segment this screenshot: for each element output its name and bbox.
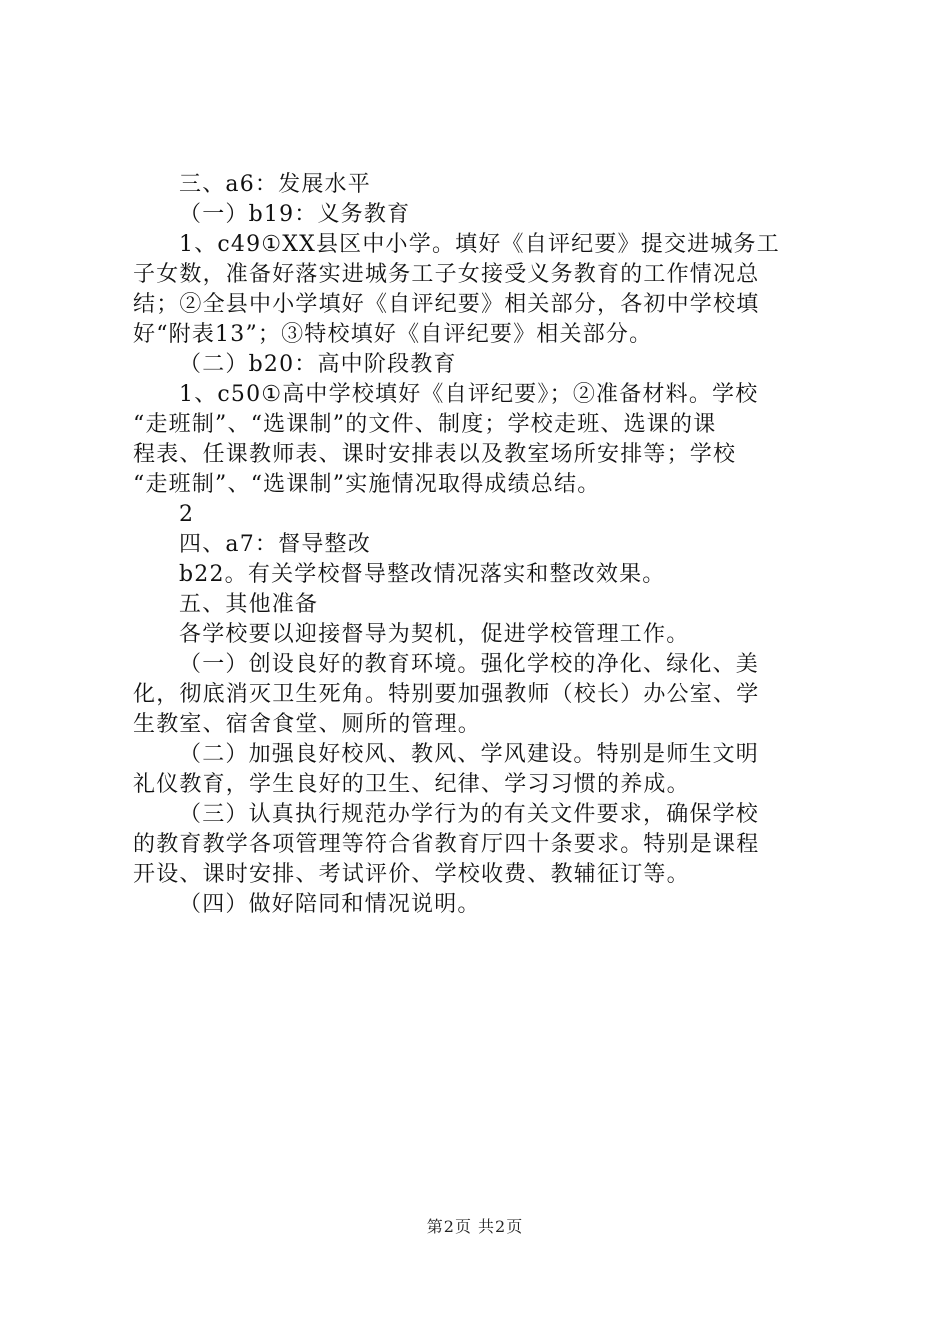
paragraph-line: b22。有关学校督导整改情况落实和整改效果。 xyxy=(179,562,666,587)
paragraph-line: （三）认真执行规范办学行为的有关文件要求，确保学校 xyxy=(179,802,760,827)
paragraph-line: 好“附表13”；③特校填好《自评纪要》相关部分。 xyxy=(133,322,653,347)
paragraph-line: 结；②全县中小学填好《自评纪要》相关部分，各初中学校填 xyxy=(133,292,760,317)
page-number-footer: 第2页 共2页 xyxy=(426,1217,524,1236)
paragraph-line: 程表、任课教师表、课时安排表以及教室场所安排等；学校 xyxy=(133,442,737,467)
paragraph-line: （二）加强良好校风、教风、学风建设。特别是师生文明 xyxy=(179,742,760,767)
paragraph-line: 1、c49①XX县区中小学。填好《自评纪要》提交进城务工 xyxy=(179,232,780,257)
paragraph-line: 礼仪教育，学生良好的卫生、纪律、学习习惯的养成。 xyxy=(133,772,690,797)
section-heading: 五、其他准备 xyxy=(179,592,319,617)
paragraph-line: “走班制”、“选课制”实施情况取得成绩总结。 xyxy=(133,472,601,497)
paragraph-line: 各学校要以迎接督导为契机，促进学校管理工作。 xyxy=(179,622,690,647)
paragraph-line: 子女数，准备好落实进城务工子女接受义务教育的工作情况总 xyxy=(133,262,760,287)
paragraph-line: “走班制”、“选课制”的文件、制度；学校走班、选课的课 xyxy=(133,412,717,437)
subsection-heading: （一）b19：义务教育 xyxy=(179,202,411,227)
document-body xyxy=(133,170,833,920)
paragraph-line: （一）创设良好的教育环境。强化学校的净化、绿化、美 xyxy=(179,652,760,677)
paragraph-line: 2 xyxy=(179,502,195,527)
paragraph-line: 的教育教学各项管理等符合省教育厅四十条要求。特别是课程 xyxy=(133,832,760,857)
section-heading: 三、a6：发展水平 xyxy=(179,172,371,197)
paragraph-line: 开设、课时安排、考试评价、学校收费、教辅征订等。 xyxy=(133,862,690,887)
subsection-heading: （二）b20：高中阶段教育 xyxy=(179,352,457,377)
paragraph-line: 1、c50①高中学校填好《自评纪要》；②准备材料。学校 xyxy=(179,382,759,407)
paragraph-line: （四）做好陪同和情况说明。 xyxy=(179,892,481,917)
section-heading: 四、a7：督导整改 xyxy=(179,532,371,557)
paragraph-line: 化，彻底消灭卫生死角。特别要加强教师（校长）办公室、学 xyxy=(133,682,760,707)
paragraph-line: 生教室、宿舍食堂、厕所的管理。 xyxy=(133,712,482,737)
